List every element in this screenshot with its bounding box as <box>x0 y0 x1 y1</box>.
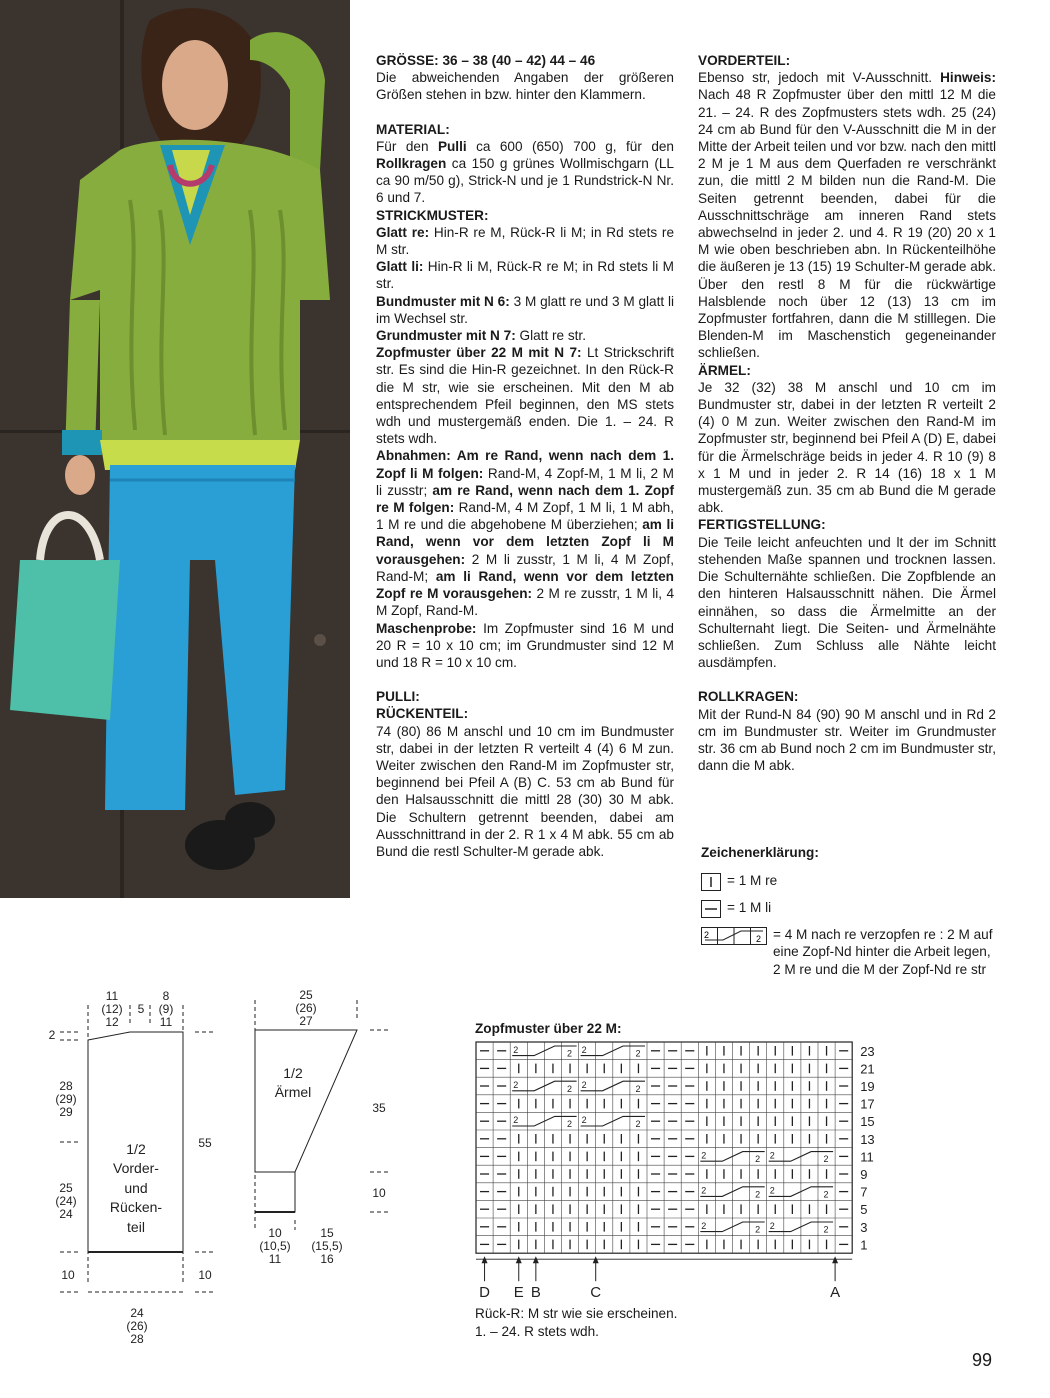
cable-chart-note-2: 1. – 24. R stets wdh. <box>475 1324 599 1339</box>
body-left-lower-3: 24 <box>59 1207 73 1221</box>
body-top-mid: 5 <box>137 1002 145 1016</box>
garment-schematic <box>0 980 440 1360</box>
cable-chart-note-1: Rück-R: M str wie sie erscheinen. <box>475 1306 678 1321</box>
cable-num: 2 <box>581 1080 587 1090</box>
model-photo <box>0 0 350 898</box>
arrow-head <box>516 1256 522 1263</box>
cable-num: 2 <box>769 1150 775 1161</box>
body-neck-drop: 2 <box>48 1028 56 1042</box>
page-number: 99 <box>972 1350 993 1370</box>
row-label: 11 <box>860 1149 874 1165</box>
pulli-heading: PULLI: <box>376 689 420 705</box>
body-left-upper-1: 28 <box>59 1079 73 1093</box>
cable-num: 2 <box>823 1224 829 1235</box>
arrow-head <box>832 1256 838 1263</box>
fertigstellung-text: Die Teile leicht anfeuchten und lt der im Schnitt stehenden Maße spannen und trocknen lassen. Die Schulternähte schließen. Die Zopfblende an den hinteren Halsausschnitt nähen. Die Ärmel einnähen, so dass die Ärmelmitte an der Schulternaht liegt. Die Seiten- und Ärmelnähte schließen. Zum Schluss alle Nähte leicht ausdämpfen. <box>698 534 996 671</box>
arrow-label: E <box>513 1284 524 1300</box>
row-label: 3 <box>860 1219 868 1235</box>
body-label-2: Vorder- <box>113 1160 159 1176</box>
stitch-bundmuster: Bundmuster mit N 6: 3 M glatt re und 3 M glatt li im Wechsel str. <box>376 293 674 326</box>
row-label: 13 <box>860 1131 875 1147</box>
body-right-bund: 10 <box>198 1268 212 1282</box>
sleeve-bottom-right-3: 16 <box>320 1252 334 1266</box>
sleeve-bottom-right-1: 15 <box>320 1226 334 1240</box>
legend-title: Zeichenerklärung: <box>701 845 819 860</box>
cable-num: 2 <box>567 1119 573 1129</box>
body-left-upper-2: (29) <box>55 1092 77 1106</box>
cable-num: 2 <box>635 1083 641 1094</box>
cable-symbol-icon <box>701 927 767 945</box>
cable-num: 2 <box>635 1048 641 1059</box>
body-top-right-2: (9) <box>158 1002 174 1016</box>
arrow-label: B <box>530 1284 541 1300</box>
fertigstellung-heading: FERTIGSTELLUNG: <box>698 517 826 533</box>
body-top-right-1: 8 <box>162 989 170 1003</box>
row-label: 21 <box>860 1061 875 1077</box>
stitch-zopfmuster: Zopfmuster über 22 M mit N 7: Lt Strickschrift str. Es sind die Hin-R gezeichnet. In den Rück-R die M str, wie sie erscheinen. Mit den M ab entsprechendem Pfeil beginnen, den MS stets wdh und mustergemäß enden. Die 1. – 24. R stets wdh. <box>376 345 675 447</box>
abnahmen-text: Abnahmen: Am re Rand, wenn nach dem 1. Zopf li M folgen: Rand-M, 4 Zopf-M, 1 M li, 2 M li zusstr; am re Rand, wenn nach dem 1. Zopf re M folgen: Rand-M, 4 M Zopf, 1 M li, 1 M abh, 1 M re und die abgehobene M überziehen; am li Rand, wenn vor dem letzten Zopf li M vorausgehen: 2 M li zusstr, 1 M li, 4 M Zopf, Rand-M; am li Rand, wenn vor dem letzten Zopf re M vorausgehen: 2 M re zusstr, 1 M li, 4 M Zopf, Rand-M. <box>376 448 675 619</box>
groesse-text: Die abweichenden Angaben der größeren Größen stehen in bzw. hinter den Klammern. <box>376 70 674 103</box>
model-illustration <box>0 0 350 898</box>
sleeve-top-1: 25 <box>299 988 313 1002</box>
rollkragen-heading: ROLLKRAGEN: <box>698 689 799 705</box>
row-label: 15 <box>860 1114 875 1130</box>
sleeve-top-3: 27 <box>299 1014 313 1028</box>
sleeve-bottom-left-1: 10 <box>268 1226 282 1240</box>
cable-num: 2 <box>769 1220 775 1231</box>
sleeve-label-2: Ärmel <box>274 1084 312 1100</box>
instructions-column-1 <box>376 52 674 860</box>
sleeve-label-1: 1/2 <box>283 1065 303 1081</box>
cable-chart-note <box>475 1305 677 1341</box>
cable-num: 2 <box>755 1154 761 1165</box>
body-top-left-2: (12) <box>101 1002 123 1016</box>
body-bottom-3: 28 <box>130 1332 144 1346</box>
groesse-heading: GRÖSSE: 36 – 38 (40 – 42) 44 – 46 <box>376 53 596 68</box>
body-top-left-3: 12 <box>105 1015 119 1029</box>
sleeve-right-bund: 10 <box>372 1186 386 1200</box>
legend-purl-text: = 1 M li <box>727 899 772 915</box>
cable-num: 2 <box>635 1119 641 1129</box>
cable-num: 2 <box>567 1083 573 1094</box>
arrow-label: A <box>830 1284 841 1300</box>
arrow-head <box>533 1256 539 1263</box>
cable-symbol-num-right: 2 <box>756 933 762 944</box>
legend-knit-text: = 1 M re <box>727 872 778 888</box>
cable-num: 2 <box>755 1224 761 1235</box>
cable-num: 2 <box>701 1220 707 1231</box>
stitch-glatt-re: Glatt re: Hin-R re M, Rück-R li M; in Rd stets re M str. <box>376 224 675 258</box>
row-label: 1 <box>860 1237 868 1253</box>
body-left-upper-3: 29 <box>59 1105 73 1119</box>
aermel-text: Je 32 (32) 38 M anschl und 10 cm im Bundmuster str, dabei in der letzten R verteilt 2 (4) 0 M zun. Weiter zwischen den Rand-M im Zopfmuster str, beginnend bei Pfeil A (D) E, dabei für die Ärmelschräge beids in jeder 4. R 10 (9) 8 x 1 M und in jeder 2. R 14 (16) 18 x 1 M mustergemäß zun. 35 cm ab Bund die M gerade abk. <box>698 379 996 516</box>
body-right-total: 55 <box>198 1136 212 1150</box>
arrow-label: D <box>479 1284 490 1300</box>
sleeve-piece-outline <box>255 1030 357 1172</box>
strickmuster-heading: STRICKMUSTER: <box>376 207 489 223</box>
body-label-4: Rücken- <box>109 1199 163 1215</box>
row-label: 17 <box>860 1096 875 1112</box>
sleeve-bottom-right-2: (15,5) <box>311 1239 343 1253</box>
cable-num: 2 <box>581 1115 587 1126</box>
row-label: 9 <box>860 1167 868 1182</box>
symbol-legend <box>701 844 1001 986</box>
arrow-head <box>482 1256 488 1263</box>
material-heading: MATERIAL: <box>376 121 450 137</box>
maschenprobe-text: Maschenprobe: Im Zopfmuster sind 16 M und 20 R = 10 x 10 cm; im Grundmuster sind 12 M und 18 R = 10 x 10 cm. <box>376 620 674 670</box>
body-bottom-1: 24 <box>130 1306 144 1320</box>
cable-symbol-num-left: 2 <box>704 929 710 940</box>
sleeve-top-2: (26) <box>295 1001 317 1015</box>
cable-chart <box>470 1038 890 1300</box>
vorderteil-text: Ebenso str, jedoch mit V-Ausschnitt. Hinweis: Nach 48 R Zopfmuster über den mittl 12 M die 21. – 24. R des Zopfmusters stets wdh. 25 (24) 24 cm ab Bund für den V-Ausschnitt die M in der Mitte der Arbeit teilen und vor bzw. nach den mittl 2 M je 1 M aus dem Querfaden re verschränkt zun, die mittl 2 M bilden nun die Rand-M. Die Seiten getrennt beenden, dabei für die Ausschnittschräge am inneren Rand stets abwechselnd in jeder 2. und 4. R 19 (20) 20 x 1 M wie oben beschrieben abn. In Rückenteilhöhe die äußeren je 13 (15) 19 Schulter-M gerade abk. Über den restl 8 M für die rückwärtige Halsblende noch über 12 (13) 13 cm im Zopfmuster fortfahren, dann die M stilllegen. Die Blenden-M im Maschenstich gegeneinander schließen. <box>698 70 996 361</box>
cable-num: 2 <box>513 1115 519 1126</box>
material-text: Für den Pulli ca 600 (650) 700 g, für den Rollkragen ca 150 g grünes Wollmischgarn (LL ca 90 m/50 g), Strick-N und je 1 Rundstrick-N Nr. 6 und 7. <box>376 138 674 206</box>
cable-num: 2 <box>823 1189 829 1200</box>
rueckenteil-heading: RÜCKENTEIL: <box>376 706 469 722</box>
vorderteil-heading: VORDERTEIL: <box>698 53 791 68</box>
legend-knit <box>701 872 1001 891</box>
body-top-left-1: 11 <box>105 989 119 1003</box>
rueckenteil-text: 74 (80) 86 M anschl und 10 cm im Bundmuster str, dabei in der letzten R verteilt 4 (4) 6 M zun. Weiter zwischen den Rand-M im Zopfmuster str, beginnend bei Pfeil A (B) C. 53 cm ab Bund für den Halsausschnitt die mittl 28 (30) 30 M abk. Die Schultern getrennt beenden, dabei am Ausschnittrand in der 2. R 1 x 4 M abk. 55 cm ab Bund die restl Schulter-M gerade abk. <box>376 723 674 859</box>
stitch-grundmuster: Grundmuster mit N 7: Glatt re str. <box>376 328 586 344</box>
row-label: 5 <box>860 1202 868 1218</box>
stitch-glatt-li: Glatt li: Hin-R li M, Rück-R re M; in Rd stets li M str. <box>376 259 674 292</box>
cable-chart-title: Zopfmuster über 22 M: <box>475 1021 622 1036</box>
aermel-heading: ÄRMEL: <box>698 362 751 378</box>
body-top-right-3: 11 <box>159 1015 173 1029</box>
cable-num: 2 <box>701 1150 707 1161</box>
body-label-5: teil <box>127 1219 145 1235</box>
body-label-3: und <box>124 1180 148 1196</box>
row-label: 7 <box>860 1184 868 1200</box>
row-label: 23 <box>860 1043 875 1059</box>
legend-cable <box>701 926 1001 979</box>
cable-num: 2 <box>513 1080 519 1090</box>
body-left-lower-1: 25 <box>59 1181 73 1195</box>
row-label: 19 <box>860 1079 875 1094</box>
body-bottom-2: (26) <box>126 1319 148 1333</box>
sleeve-bottom-left-3: 11 <box>268 1252 282 1266</box>
body-label-1: 1/2 <box>126 1141 146 1157</box>
arrow-label: C <box>590 1284 602 1300</box>
cable-num: 2 <box>769 1185 775 1196</box>
purl-symbol-icon <box>701 900 721 918</box>
cable-num: 2 <box>755 1189 761 1200</box>
cable-num: 2 <box>701 1185 707 1196</box>
cable-num: 2 <box>823 1154 829 1165</box>
knit-symbol-icon <box>701 873 721 891</box>
legend-purl <box>701 899 1001 918</box>
body-left-lower-2: (24) <box>55 1194 77 1208</box>
sleeve-right-total: 35 <box>372 1101 386 1115</box>
legend-cable-text: = 4 M nach re verzopfen re : 2 M auf eine Zopf-Nd hinter die Arbeit legen, 2 M re und die M der Zopf-Nd re str <box>773 926 993 977</box>
cable-num: 2 <box>581 1044 587 1055</box>
arrow-head <box>593 1256 599 1263</box>
rollkragen-text: Mit der Rund-N 84 (90) 90 M anschl und in Rd 2 cm im Bundmuster str. Weiter im Grundmuster str. 36 cm ab Bund noch 2 cm im Bundmuster str, dann die M abk. <box>698 706 996 774</box>
cable-num: 2 <box>513 1044 519 1055</box>
body-left-bund: 10 <box>61 1268 75 1282</box>
instructions-column-2 <box>698 52 996 774</box>
sleeve-bottom-left-2: (10,5) <box>259 1239 291 1253</box>
cable-num: 2 <box>567 1048 573 1059</box>
